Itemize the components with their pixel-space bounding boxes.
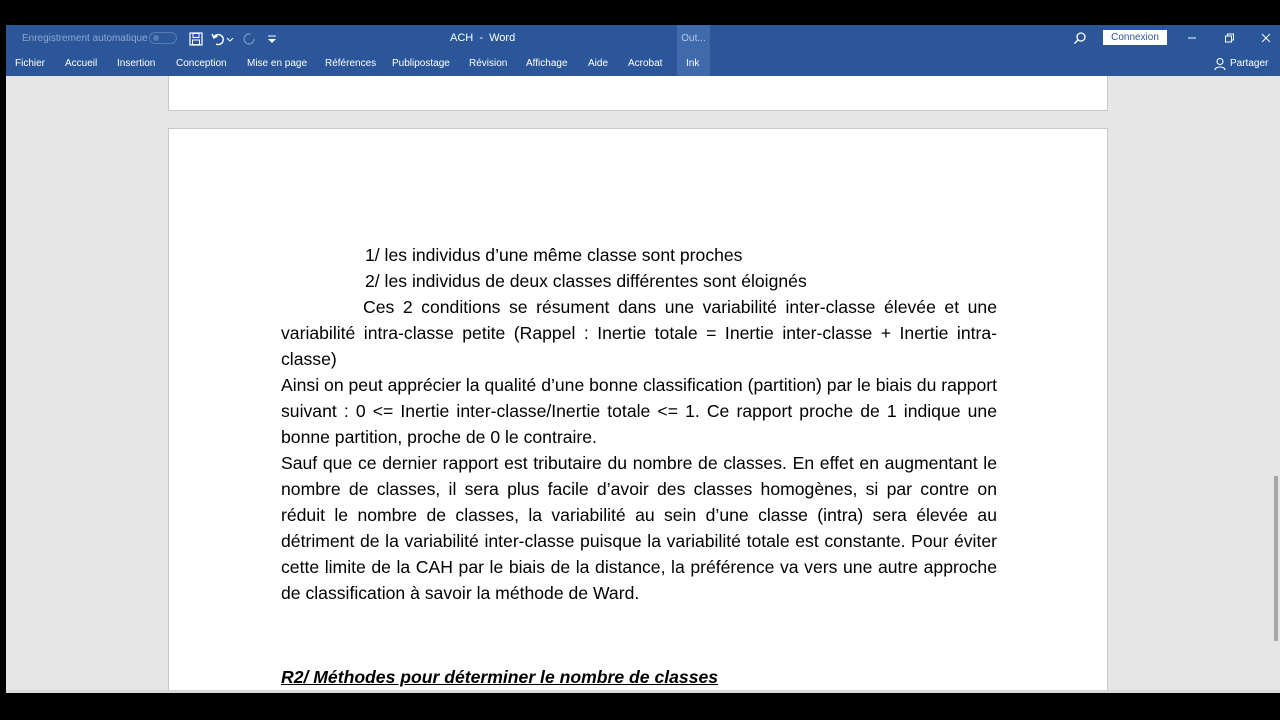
tab-affichage[interactable]: Affichage xyxy=(526,58,568,69)
section-heading: R2/ Méthodes pour déterminer le nombre de classes xyxy=(281,667,719,687)
ribbon-tabs xyxy=(6,53,1280,76)
outlook-tab[interactable]: Out... xyxy=(677,25,710,53)
close-icon[interactable] xyxy=(1258,30,1274,46)
share-label: Partager xyxy=(1230,58,1269,69)
customize-quick-access-icon[interactable] xyxy=(266,31,278,47)
undo-dropdown-icon[interactable] xyxy=(226,31,234,47)
tab-references[interactable]: Références xyxy=(325,58,377,69)
autosave-toggle[interactable] xyxy=(149,32,177,44)
vertical-scrollbar[interactable] xyxy=(1272,76,1280,690)
undo-icon[interactable] xyxy=(210,31,226,47)
restore-icon[interactable] xyxy=(1221,30,1237,46)
tab-revision[interactable]: Révision xyxy=(469,58,508,69)
tab-acrobat[interactable]: Acrobat xyxy=(628,58,663,69)
condition-line-2: 2/ les individus de deux classes différentes sont éloignés xyxy=(365,271,807,291)
tab-publipostage[interactable]: Publipostage xyxy=(392,58,450,69)
minimize-icon[interactable] xyxy=(1184,30,1200,46)
tab-accueil[interactable]: Accueil xyxy=(65,58,98,69)
tab-conception[interactable]: Conception xyxy=(176,58,227,69)
condition-line-1: 1/ les individus d’une même classe sont proches xyxy=(365,245,743,265)
save-icon[interactable] xyxy=(188,31,204,47)
redo-icon[interactable] xyxy=(241,31,257,47)
status-bar xyxy=(6,690,1280,693)
search-icon[interactable] xyxy=(1072,30,1088,46)
previous-page-bottom xyxy=(168,76,1108,111)
share-person-icon xyxy=(1214,57,1228,71)
paragraph-quality: Ainsi on peut apprécier la qualité d’une bonne classification (partition) par le biais du rapport suivant : 0 <= Inertie inter-classe/Inertie totale <= 1. Ce rapport proche de 1 indique une bonne partition, proche de 0 le contraire. xyxy=(281,375,997,447)
tab-insertion[interactable]: Insertion xyxy=(117,58,156,69)
page-body[interactable] xyxy=(281,242,997,687)
tab-ink[interactable]: Ink xyxy=(686,58,700,69)
document-canvas[interactable] xyxy=(6,76,1272,690)
document-page[interactable] xyxy=(168,128,1108,690)
tab-mise-en-page[interactable]: Mise en page xyxy=(247,58,308,69)
connexion-button[interactable]: Connexion xyxy=(1103,30,1167,45)
autosave-label: Enregistrement automatique xyxy=(22,33,148,44)
paragraph-conditions: Ces 2 conditions se résument dans une variabilité inter-classe élevée et une variabilité intra-classe petite (Rappel : Inertie totale = Inertie inter-classe + Inertie intra-classe) xyxy=(281,297,997,369)
tab-fichier[interactable]: Fichier xyxy=(15,58,46,69)
title-bar xyxy=(6,25,1280,53)
tab-aide[interactable]: Aide xyxy=(588,58,609,69)
paragraph-limitation: Sauf que ce dernier rapport est tributaire du nombre de classes. En effet en augmentant le nombre de classes, il sera plus facile d’avoir des classes homogènes, si par contre on réduit le nombre de classes, la variabilité au sein d’une classe (intra) sera élevée au détriment de la variabilité inter-classe puisque la variabilité totale est constante. Pour éviter cette limite de la CAH par le biais de la distance, la préférence va vers une autre approche de classification à savoir la méthode de Ward. xyxy=(281,453,997,603)
share-button[interactable] xyxy=(1214,57,1269,71)
scrollbar-thumb[interactable] xyxy=(1274,476,1278,641)
document-title: ACH - Word xyxy=(450,32,516,44)
